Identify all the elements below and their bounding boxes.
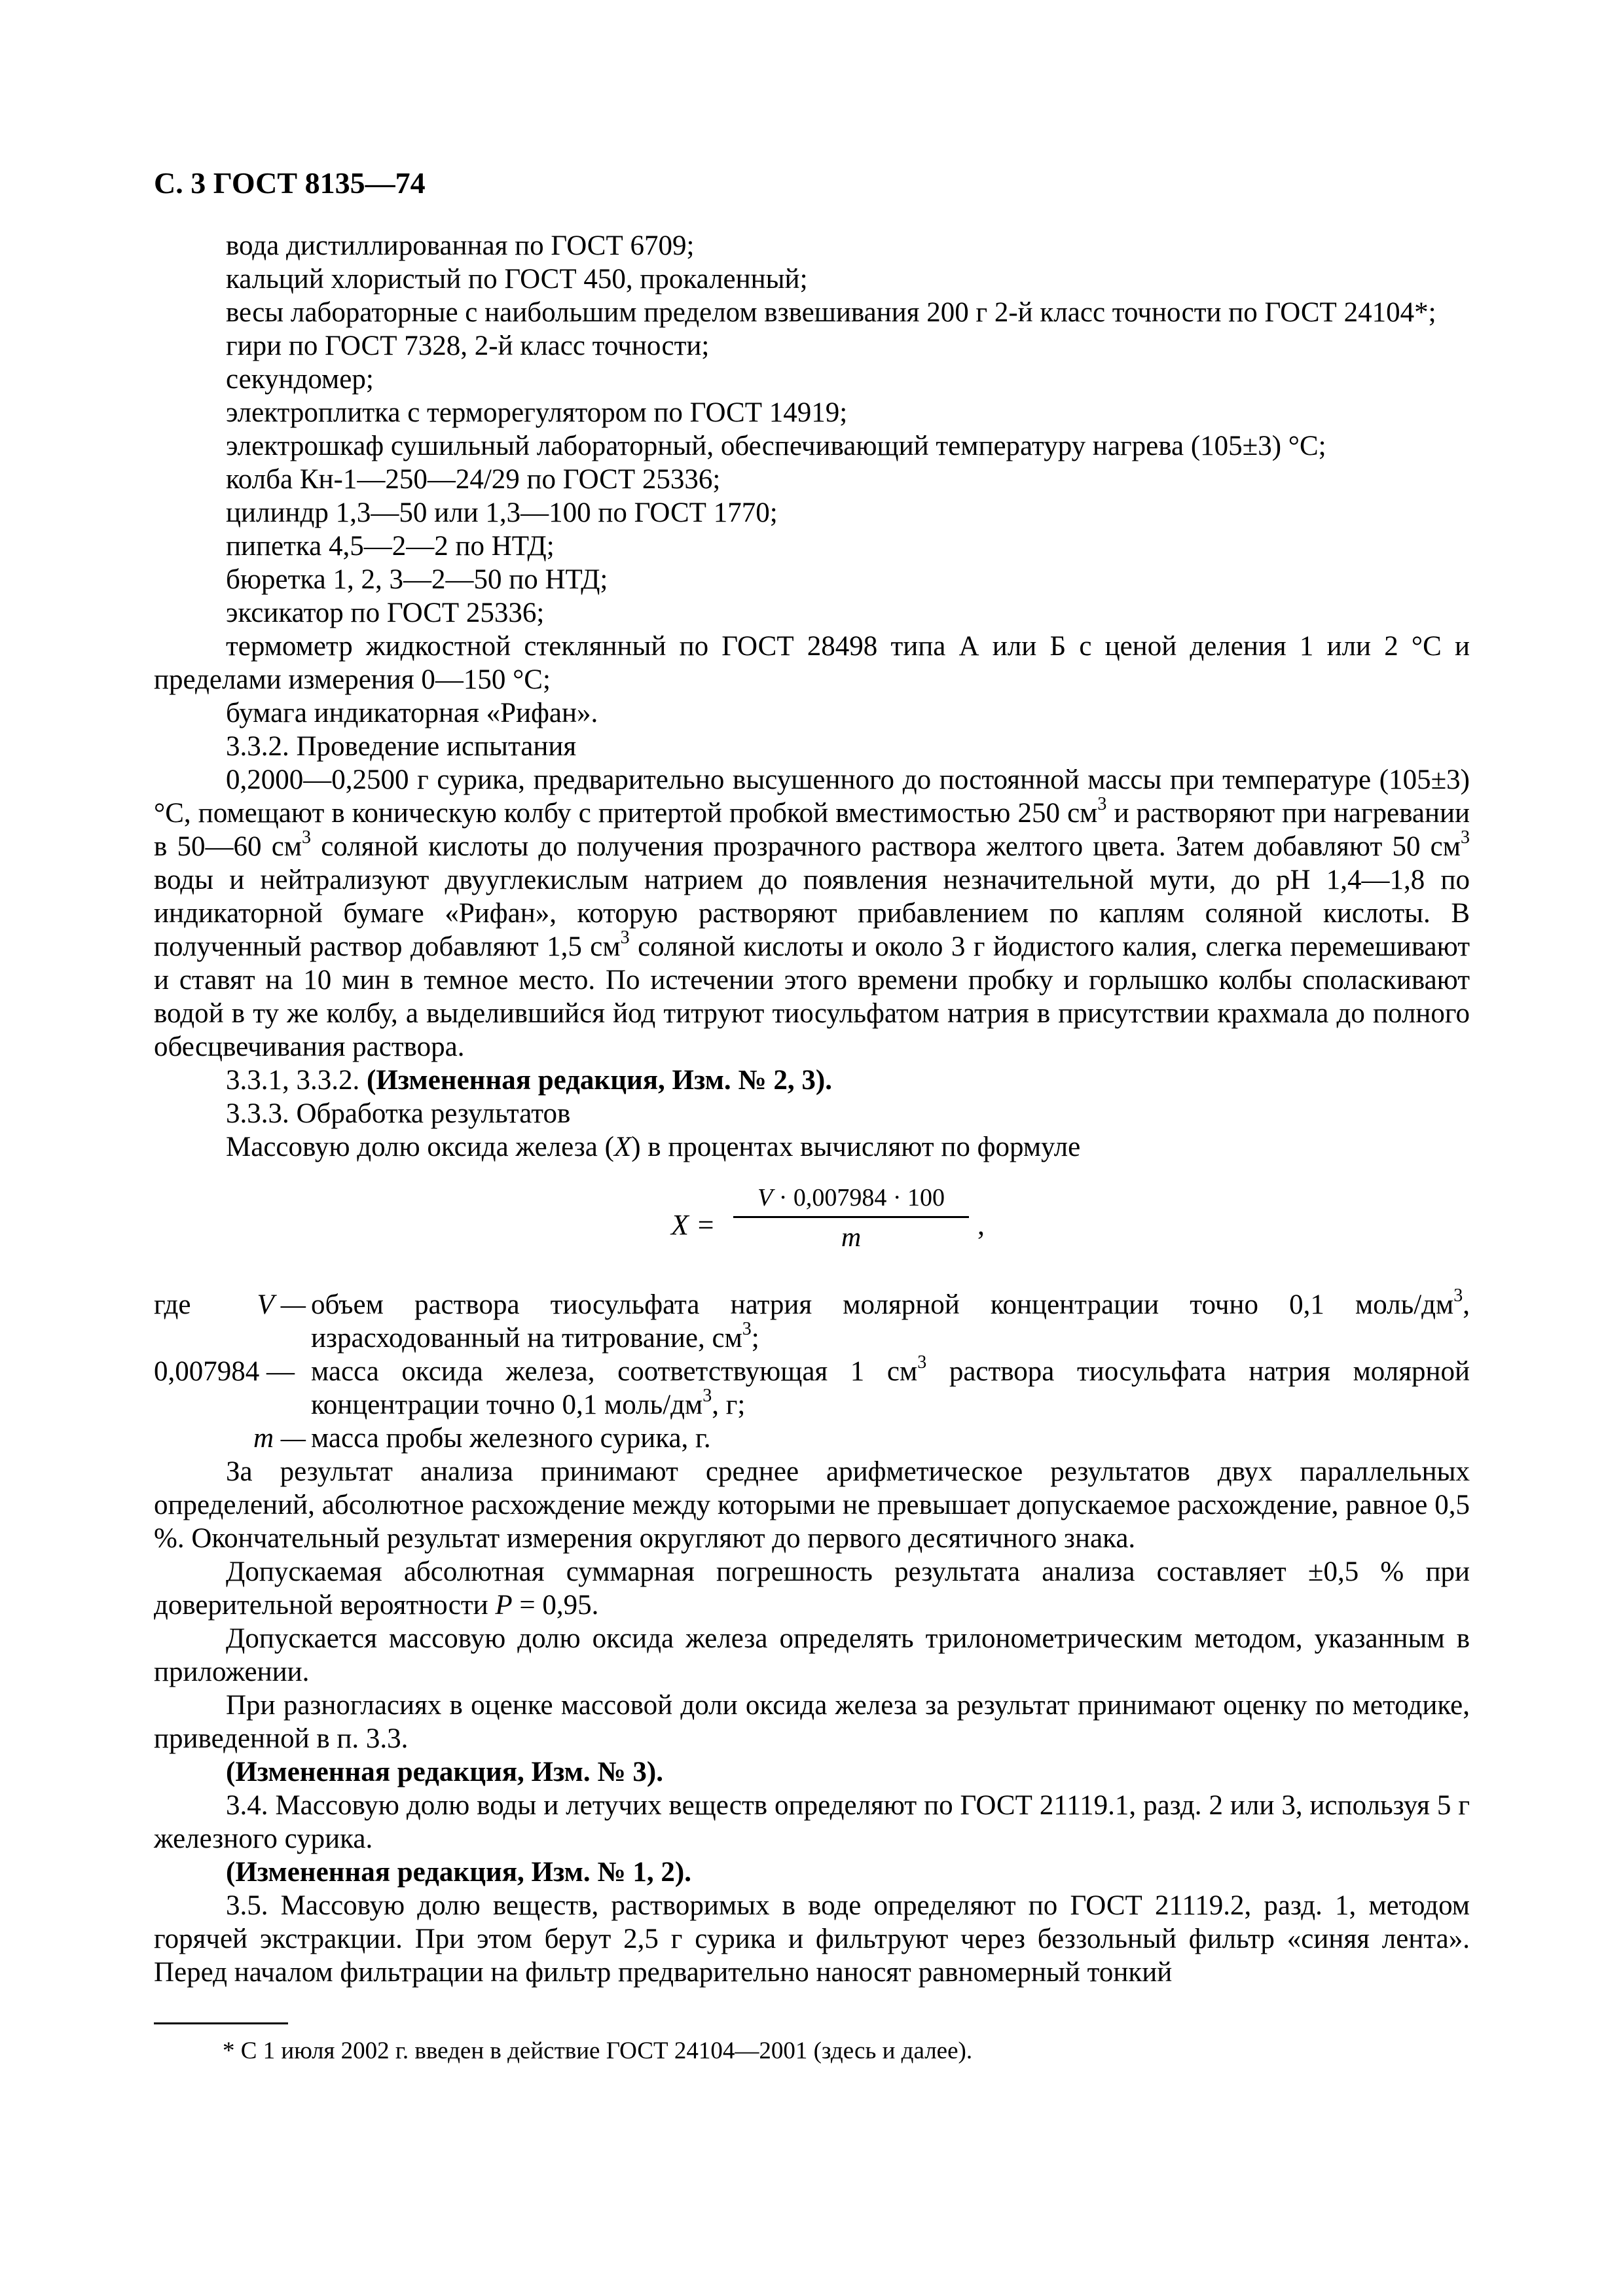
paragraph-disagree: При разногласиях в оценке массовой доли оксида железа за результат принимают оценку по методике, приведенной в п. 3.3. (154, 1690, 1470, 1754)
paragraph-result: За результат анализа принимают среднее арифметическое результатов двух параллельных определений, абсолютное расхождение между которыми не превышает допускаемое расхождение, равное 0,5 %. Окончательный результат измерения округляют до первого десятичного знака. (154, 1456, 1470, 1554)
paragraph-trilon: Допускается массовую долю оксида железа определять трилонометрическим методом, указанным в приложении. (154, 1623, 1470, 1687)
formula-fraction (733, 1183, 969, 1253)
reagent-item: бумага индикаторная «Рифан». (226, 698, 598, 728)
definition-key: m — (253, 1423, 306, 1454)
paragraph-error: Допускаемая абсолютная суммарная погрешность результата анализа составляет ±0,5 % при доверительной вероятности P = 0,95. (154, 1556, 1470, 1621)
definition-text: масса пробы железного сурика, г. (311, 1423, 711, 1454)
footnote: * С 1 июля 2002 г. введен в действие ГОСТ 24104—2001 (здесь и далее). (223, 2037, 973, 2064)
section-3-3-2-text: 0,2000—0,2500 г сурика, предварительно высушенного до постоянной массы при температуре (105±3) °С, помещают в коническую колбу с притертой пробкой вместимостью 250 $см^3$ и растворяют при нагревании в 50—60 $см^3$ соляной кислоты до получения прозрачного раствора желтого цвета. Затем добавляют 50 $см^3$ воды и нейтрализуют двууглекислым натрием до появления незначительной мути, до pH 1,4—1,8 по индикаторной бумаге «Рифан», которую растворяют прибавлением по каплям соляной кислоты. В полученный раствор добавляют 1,5 $см^3$ соляной кислоты и около 3 г йодистого калия, слегка перемешивают и ставят на 10 мин в темное место. По истечении этого времени пробку и горлышко колбы споласкивают водой в ту же колбу, а выделившийся йод титруют тиосульфатом натрия в присутствии крахмала до полного обесцвечивания раствора. (154, 764, 1470, 1062)
reagent-item: эксикатор по ГОСТ 25336; (226, 598, 545, 628)
footnote-separator (154, 2022, 288, 2024)
reagent-item: вода дистиллированная по ГОСТ 6709; (226, 230, 695, 261)
reagent-item: секундомер; (226, 364, 374, 395)
where-label: где (154, 1289, 191, 1320)
definition-text: масса оксида железа, соответствующая 1 $см^3$ раствора тиосульфата натрия молярной концентрации точно 0,1 моль/$дм^3$, г; (311, 1352, 1470, 1420)
document-page (154, 164, 1470, 1989)
reagent-item: электрошкаф сушильный лабораторный, обеспечивающий температуру нагрева (105±3) °С; (226, 431, 1326, 461)
variable-definitions (154, 1285, 1470, 1455)
reagent-item: электроплитка с терморегулятором по ГОСТ 14919; (226, 397, 848, 428)
formula-intro: Массовую долю оксида железа (X) в процентах вычисляют по формуле (226, 1132, 1081, 1162)
reagent-item: кальций хлористый по ГОСТ 450, прокаленный; (226, 264, 808, 295)
formula-denominator: m (841, 1223, 862, 1253)
definition-row (154, 1422, 1470, 1455)
amendment-note: 3.3.1, 3.3.2. (Измененная редакция, Изм. № 2, 3). (226, 1065, 832, 1096)
reagent-item: гири по ГОСТ 7328, 2-й класс точности; (226, 331, 710, 361)
section-3-4: 3.4. Массовую долю воды и летучих веществ определяют по ГОСТ 21119.1, разд. 2 или 3, используя 5 г железного сурика. (154, 1790, 1470, 1854)
section-3-3-2-title: 3.3.2. Проведение испытания (226, 731, 577, 762)
page-header: С. 3 ГОСТ 8135—74 (154, 166, 426, 200)
reagent-item: цилиндр 1,3—50 или 1,3—100 по ГОСТ 1770; (226, 497, 778, 528)
reagent-item: колба Кн-1—250—24/29 по ГОСТ 25336; (226, 464, 721, 495)
reagent-item: бюретка 1, 2, 3—2—50 по НТД; (226, 564, 608, 595)
definition-row (154, 1352, 1470, 1422)
amendment-note: (Измененная редакция, Изм. № 1, 2). (226, 1857, 691, 1888)
amendment-note: (Измененная редакция, Изм. № 3). (226, 1757, 663, 1787)
reagent-item: пипетка 4,5—2—2 по НТД; (226, 531, 555, 562)
section-3-5: 3.5. Массовую долю веществ, растворимых в воде определяют по ГОСТ 21119.2, разд. 1, методом горячей экстракции. При этом берут 2,5 г сурика и фильтруют через беззольный фильтр «синяя лента». Перед началом фильтрации на фильтр предварительно наносят равномерный тонкий (154, 1890, 1470, 1988)
formula (154, 1183, 1470, 1262)
reagent-item: термометр жидкостной стеклянный по ГОСТ 28498 типа А или Б с ценой деления 1 или 2 °С и пределами измерения 0—150 °С; (154, 631, 1470, 695)
reagent-item: весы лабораторные с наибольшим пределом взвешивания 200 г 2-й класс точности по ГОСТ 24104*; (226, 297, 1436, 328)
definition-row (154, 1285, 1470, 1355)
definition-key: 0,007984 — (154, 1356, 295, 1387)
definition-text: объем раствора тиосульфата натрия молярной концентрации точно 0,1 моль/$дм^3$, израсходованный на титрование, $см^3$; (311, 1285, 1470, 1354)
formula-lhs: X = (671, 1209, 716, 1241)
definition-key: V — (257, 1289, 306, 1320)
section-3-3-3-title: 3.3.3. Обработка результатов (226, 1098, 571, 1129)
formula-comma: , (977, 1209, 985, 1241)
formula-numerator: V · 0,007984 · 100 (733, 1183, 969, 1218)
